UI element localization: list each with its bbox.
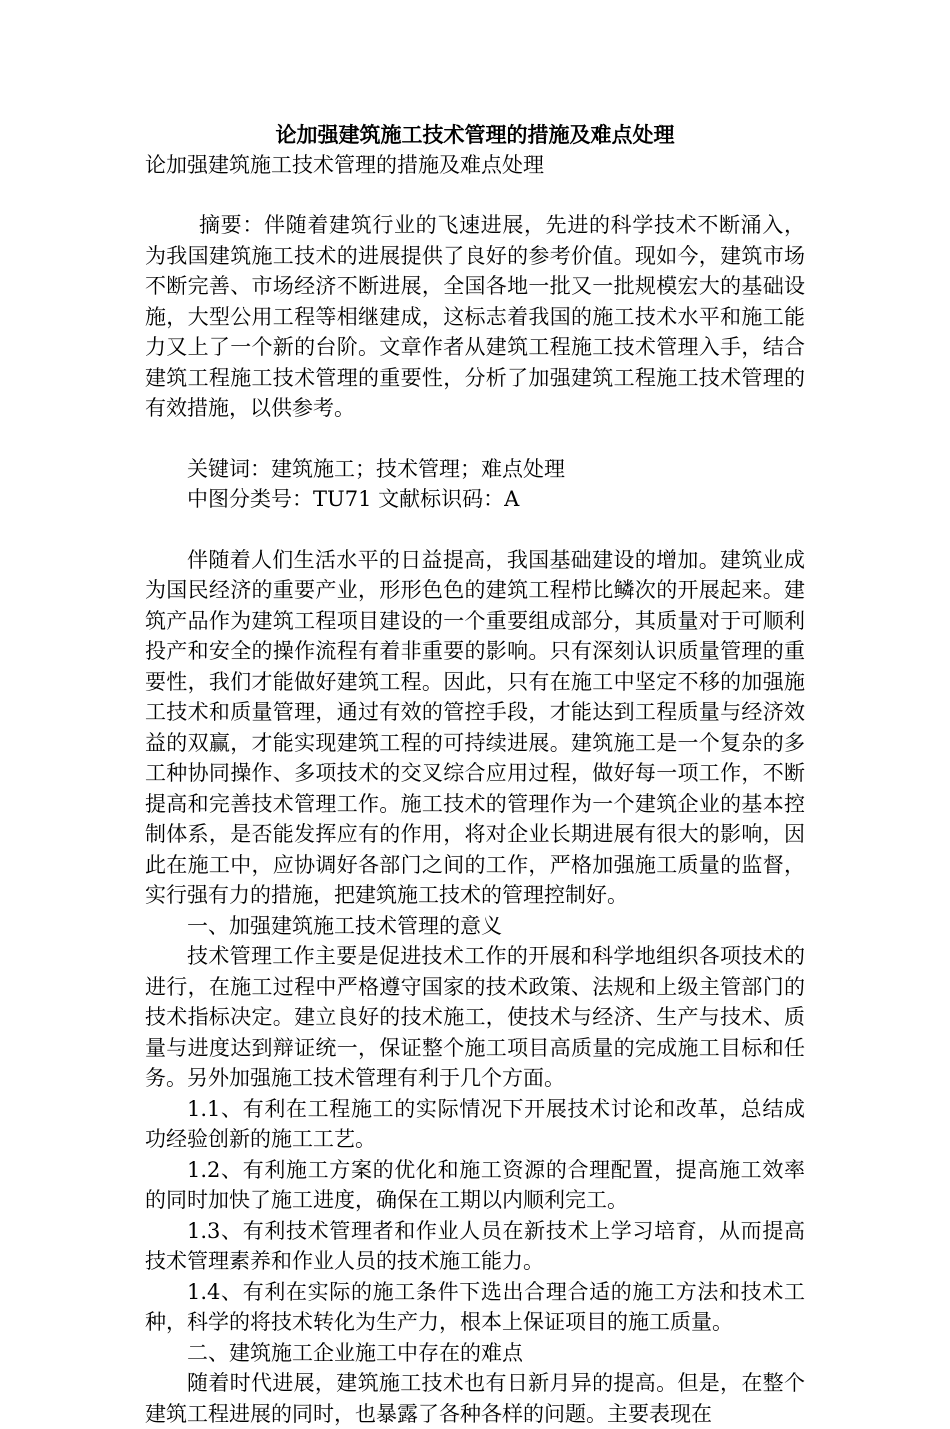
list-item: 1.1、有利在工程施工的实际情况下开展技术讨论和改革，总结成功经验创新的施工工艺。 [145,1096,805,1151]
document-title: 论加强建筑施工技术管理的措施及难点处理 [275,122,675,147]
body-paragraph: 随着时代进展，建筑施工技术也有日新月异的提高。但是，在整个建筑工程进展的同时，也暴露了各种各样的问题。主要表现在 [145,1371,805,1426]
section-heading: 二、建筑施工企业施工中存在的难点 [187,1340,523,1365]
classification-line: 中图分类号：TU71 文献标识码：A [187,487,520,511]
body-paragraph: 伴随着人们生活水平的日益提高，我国基础建设的增加。建筑业成为国民经济的重要产业，形形色色的建筑工程栉比鳞次的开展起来。建筑产品作为建筑工程项目建设的一个重要组成部分，其质量对于可顺利投产和安全的操作流程有着非重要的影响。只有深刻认识质量管理的重要性，我们才能做好建筑工程。因此，只有在施工中坚定不移的加强施工技术和质量管理，通过有效的管控手段，才能达到工程质量与经济效益的双赢，才能实现建筑工程的可持续进展。建筑施工是一个复杂的多工种协同操作、多项技术的交叉综合应用过程，做好每一项工作，不断提高和完善技术管理工作。施工技术的管理作为一个建筑企业的基本控制体系，是否能发挥应有的作用，将对企业长期进展有很大的影响，因此在施工中，应协调好各部门之间的工作，严格加强施工质量的监督，实行强有力的措施，把建筑施工技术的管理控制好。 [145,547,805,907]
list-item: 1.3、有利技术管理者和作业人员在新技术上学习培育，从而提高技术管理素养和作业人员的技术施工能力。 [145,1218,805,1273]
document-page [145,120,805,1429]
abstract-paragraph: 摘要：伴随着建筑行业的飞速进展，先进的科学技术不断涌入，为我国建筑施工技术的进展提供了良好的参考价值。现如今，建筑市场不断完善、市场经济不断进展，全国各地一批又一批规模宏大的基础设施，大型公用工程等相继建成，这标志着我国的施工技术水平和施工能力又上了一个新的台阶。文章作者从建筑工程施工技术管理入手，结合建筑工程施工技术管理的重要性，分析了加强建筑工程施工技术管理的有效措施，以供参考。 [145,213,805,420]
section-heading: 一、加强建筑施工技术管理的意义 [187,913,502,938]
list-item: 1.4、有利在实际的施工条件下选出合理合适的施工方法和技术工种，科学的将技术转化为生产力，根本上保证项目的施工质量。 [145,1279,805,1334]
body-paragraph: 技术管理工作主要是促进技术工作的开展和科学地组织各项技术的进行，在施工过程中严格遵守国家的技术政策、法规和上级主管部门的技术指标决定。建立良好的技术施工，使技术与经济、生产与技术、质量与进度达到辩证统一，保证整个施工项目高质量的完成施工目标和任务。另外加强施工技术管理有利于几个方面。 [145,944,805,1090]
document-subtitle: 论加强建筑施工技术管理的措施及难点处理 [145,153,544,177]
keywords-line: 关键词：建筑施工；技术管理；难点处理 [187,456,565,481]
list-item: 1.2、有利施工方案的优化和施工资源的合理配置，提高施工效率的同时加快了施工进度，确保在工期以内顺利完工。 [145,1157,805,1212]
